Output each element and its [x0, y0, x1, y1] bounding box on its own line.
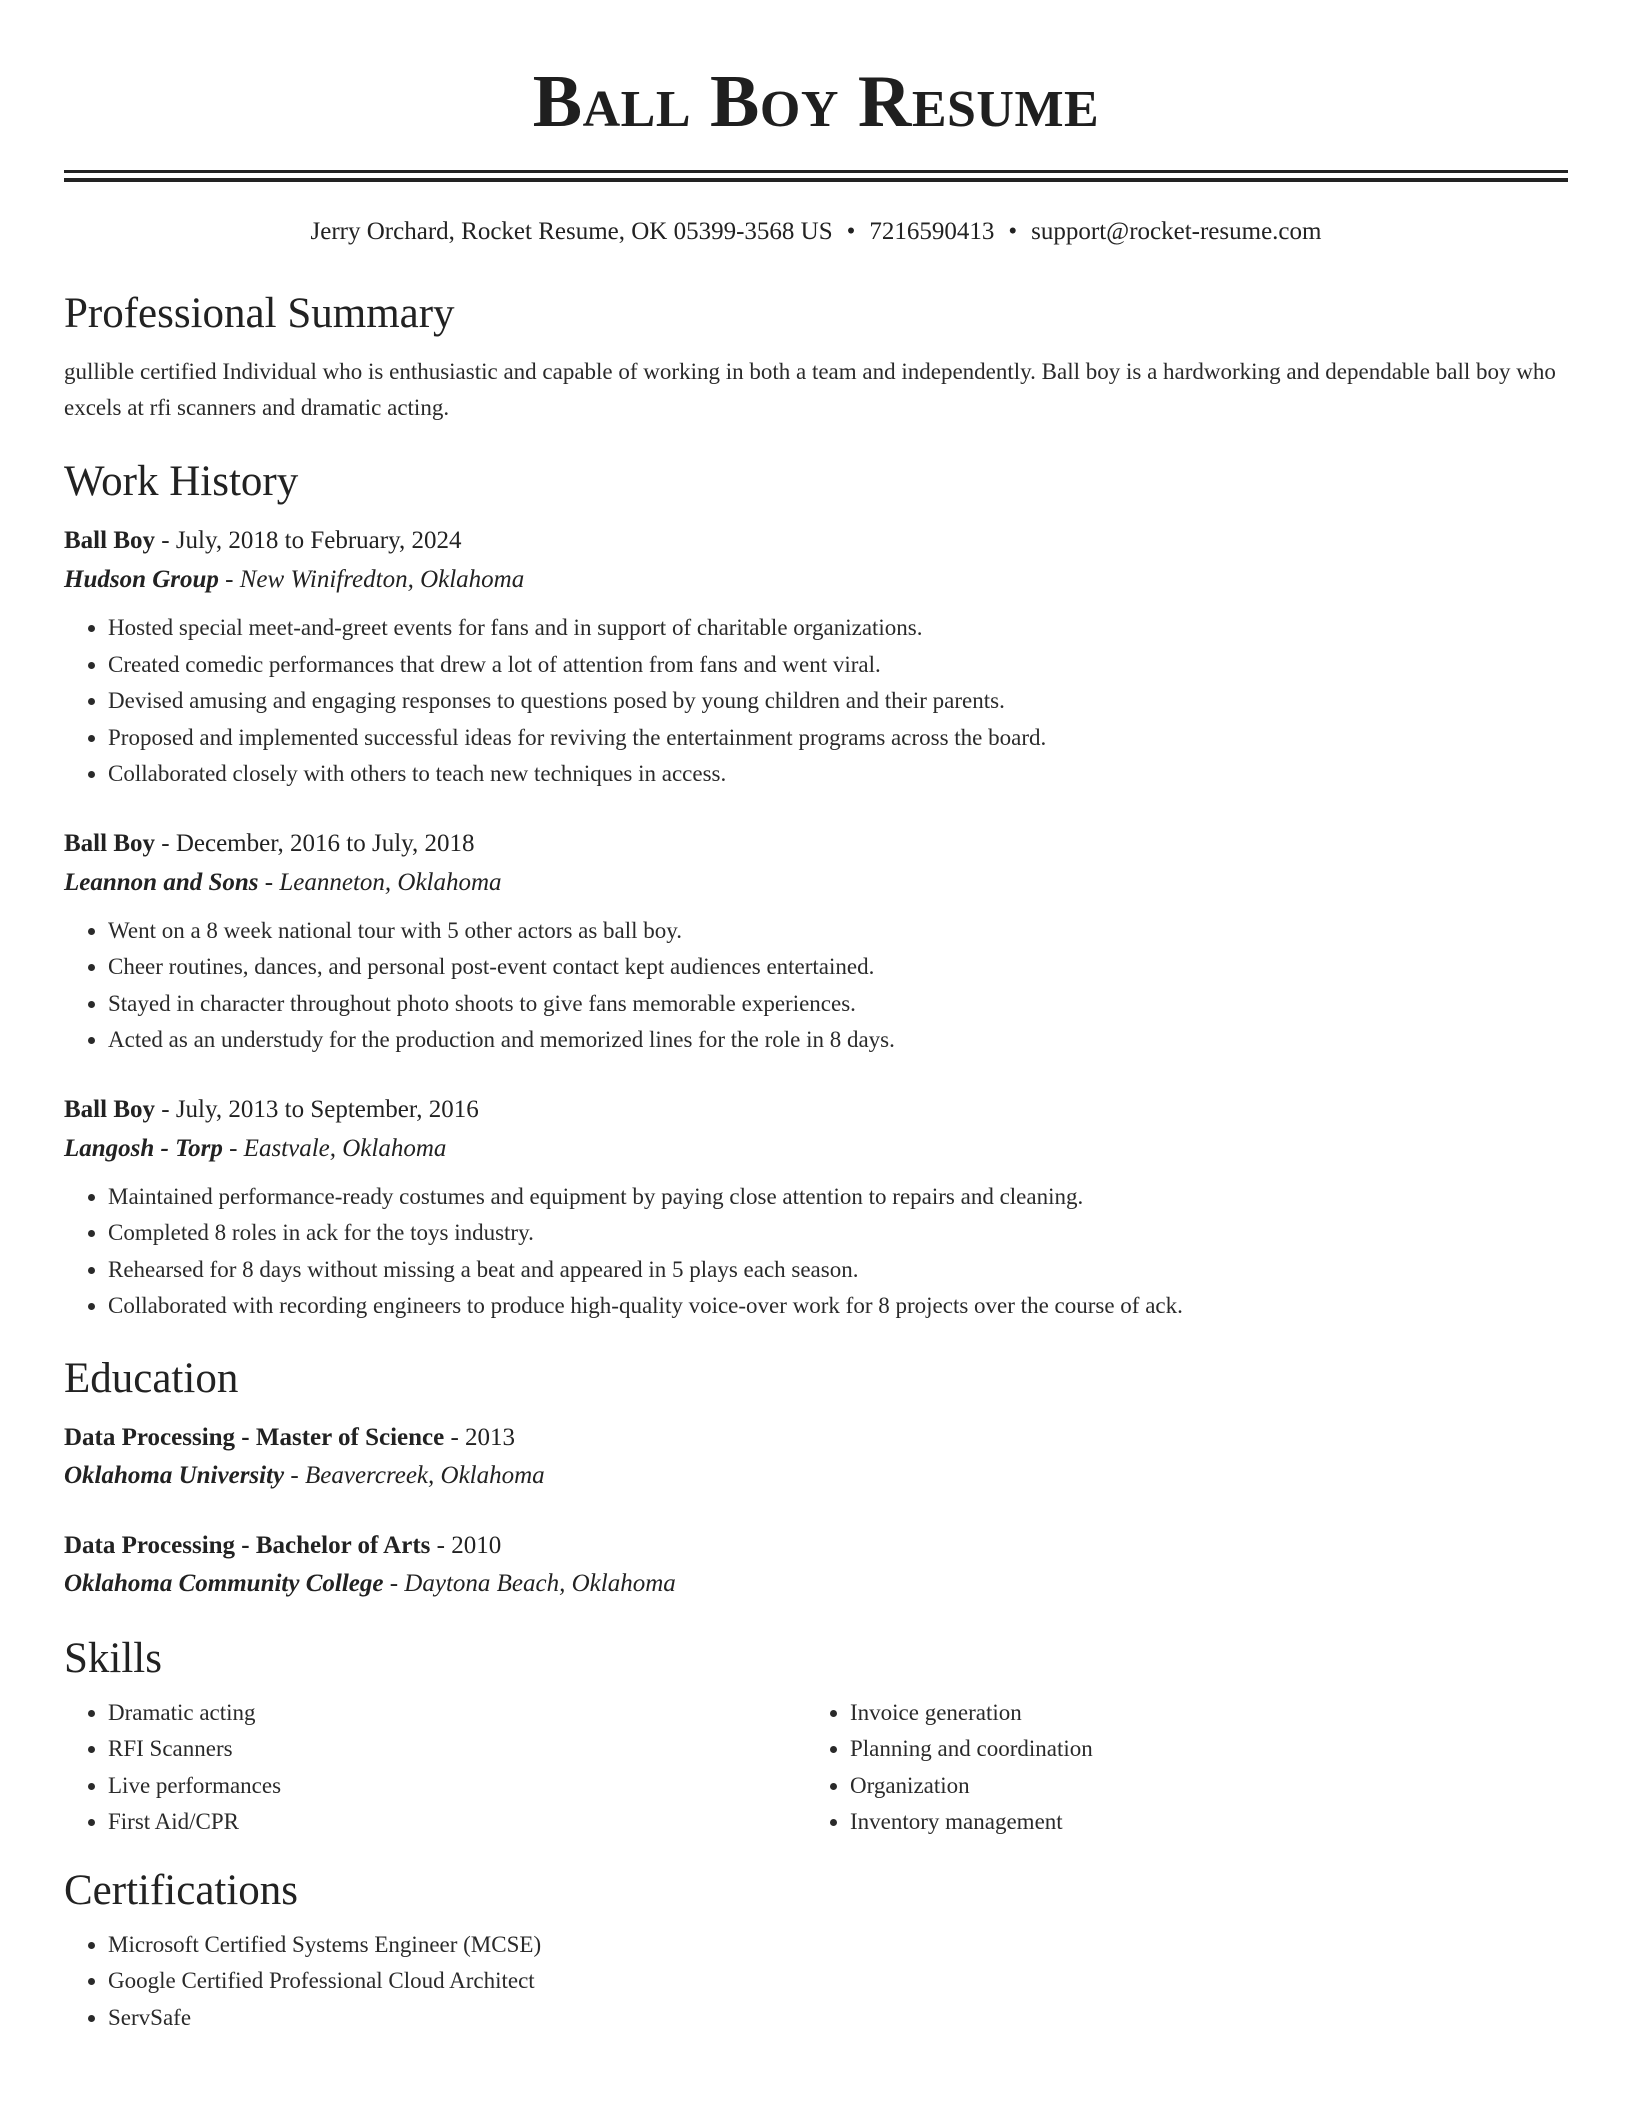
list-item: • Acted as an understudy for the production and memorized lines for the role in 8 days.	[108, 1022, 1568, 1059]
education-entry	[64, 1419, 1568, 1495]
education-location: - Beavercreek, Oklahoma	[284, 1461, 545, 1489]
list-item: • Google Certified Professional Cloud Architect	[108, 1963, 1568, 2000]
list-item: • Organization	[850, 1768, 1548, 1805]
job-location: - New Winifredton, Oklahoma	[218, 566, 525, 593]
education-school: Oklahoma Community College	[64, 1569, 384, 1597]
job-entry	[64, 1091, 1568, 1325]
job-company-line	[64, 863, 1568, 903]
job-entry	[64, 522, 1568, 793]
job-role: Ball Boy	[64, 527, 155, 554]
list-item: • Invoice generation	[850, 1695, 1548, 1732]
certifications-list	[64, 1927, 1568, 2037]
summary-text: gullible certified Individual who is enthusiastic and capable of working in both a team and independently. Ball boy is a hardworking and dependable ball boy who excels at rfi scanners and dramatic acting.	[64, 359, 1556, 420]
job-location: - Eastvale, Oklahoma	[222, 1134, 447, 1162]
skills-list-left	[64, 1695, 806, 1841]
education-location: - Daytona Beach, Oklahoma	[383, 1569, 676, 1597]
job-entry	[64, 825, 1568, 1059]
list-item: • Microsoft Certified Systems Engineer (MCSE)	[108, 1927, 1568, 1964]
skills-heading: Skills	[64, 1634, 162, 1682]
list-item: • Devised amusing and engaging responses to questions posed by young children and their parents.	[108, 683, 1568, 720]
job-dates: - December, 2016 to July, 2018	[155, 829, 475, 857]
list-item: • Created comedic performances that drew a lot of attention from fans and went viral.	[108, 647, 1568, 684]
title-rule-top	[64, 170, 1568, 173]
list-item: • Rehearsed for 8 days without missing a beat and appeared in 5 plays each season.	[108, 1252, 1568, 1289]
contact-address: Jerry Orchard, Rocket Resume, OK 05399-3568 US	[310, 218, 833, 245]
list-item: • Planning and coordination	[850, 1731, 1548, 1768]
list-item: • Stayed in character throughout photo shoots to give fans memorable experiences.	[108, 986, 1568, 1023]
contact-email: support@rocket-resume.com	[1031, 218, 1322, 245]
job-dates: - July, 2013 to September, 2016	[155, 1095, 479, 1123]
job-role: Ball Boy	[64, 829, 155, 857]
job-company: Leannon and Sons	[64, 868, 259, 896]
list-item: • Hosted special meet-and-greet events for fans and in support of charitable organizations.	[108, 610, 1568, 647]
job-role: Ball Boy	[64, 1095, 155, 1123]
education-degree: Data Processing - Bachelor of Arts	[64, 1531, 431, 1559]
education-year: - 2010	[430, 1531, 502, 1559]
education-degree-line	[64, 1419, 1568, 1457]
skills-list-right	[806, 1695, 1548, 1841]
job-bullets	[64, 913, 1568, 1059]
list-item: • Inventory management	[850, 1804, 1548, 1841]
skills-grid	[64, 1695, 1568, 1841]
title-rule-bottom	[64, 178, 1568, 182]
job-company-line	[64, 560, 1568, 600]
education-school: Oklahoma University	[64, 1461, 285, 1489]
education-entry	[64, 1527, 1568, 1603]
list-item: • Live performances	[108, 1768, 806, 1805]
education-heading: Education	[64, 1354, 239, 1402]
education-school-line	[64, 1457, 1568, 1495]
job-company: Langosh - Torp	[64, 1134, 223, 1162]
contact-phone: 7216590413	[869, 218, 995, 245]
resume-title: Ball Boy Resume	[532, 61, 1100, 143]
job-bullets	[64, 1179, 1568, 1325]
job-location: - Leanneton, Oklahoma	[258, 868, 502, 896]
job-company: Hudson Group	[64, 566, 219, 593]
list-item: • Collaborated closely with others to teach new techniques in access.	[108, 756, 1568, 793]
job-company-line	[64, 1129, 1568, 1169]
education-degree-line	[64, 1527, 1568, 1565]
list-item: • First Aid/CPR	[108, 1804, 806, 1841]
job-title-line	[64, 522, 1568, 560]
education-school-line	[64, 1565, 1568, 1603]
contact-separator: •	[846, 218, 856, 245]
job-dates: - July, 2018 to February, 2024	[155, 527, 462, 554]
list-item: • Went on a 8 week national tour with 5 other actors as ball boy.	[108, 913, 1568, 950]
list-item: • Proposed and implemented successful ideas for reviving the entertainment programs across the board.	[108, 720, 1568, 757]
list-item: • Dramatic acting	[108, 1695, 806, 1732]
summary-heading: Professional Summary	[64, 290, 455, 337]
list-item: • RFI Scanners	[108, 1731, 806, 1768]
education-year: - 2013	[444, 1423, 516, 1451]
job-title-line	[64, 825, 1568, 863]
job-title-line	[64, 1091, 1568, 1129]
list-item: • Completed 8 roles in ack for the toys industry.	[108, 1215, 1568, 1252]
list-item: • ServSafe	[108, 2000, 1568, 2037]
list-item: • Collaborated with recording engineers to produce high-quality voice-over work for 8 projects over the course of ack.	[108, 1288, 1568, 1325]
contact-line	[64, 216, 1568, 248]
list-item: • Maintained performance-ready costumes and equipment by paying close attention to repairs and cleaning.	[108, 1179, 1568, 1216]
work-history-heading: Work History	[64, 458, 299, 505]
education-degree: Data Processing - Master of Science	[64, 1423, 445, 1451]
contact-separator: •	[1008, 218, 1018, 245]
list-item: • Cheer routines, dances, and personal post-event contact kept audiences entertained.	[108, 949, 1568, 986]
certifications-heading: Certifications	[64, 1866, 299, 1914]
job-bullets	[64, 610, 1568, 793]
